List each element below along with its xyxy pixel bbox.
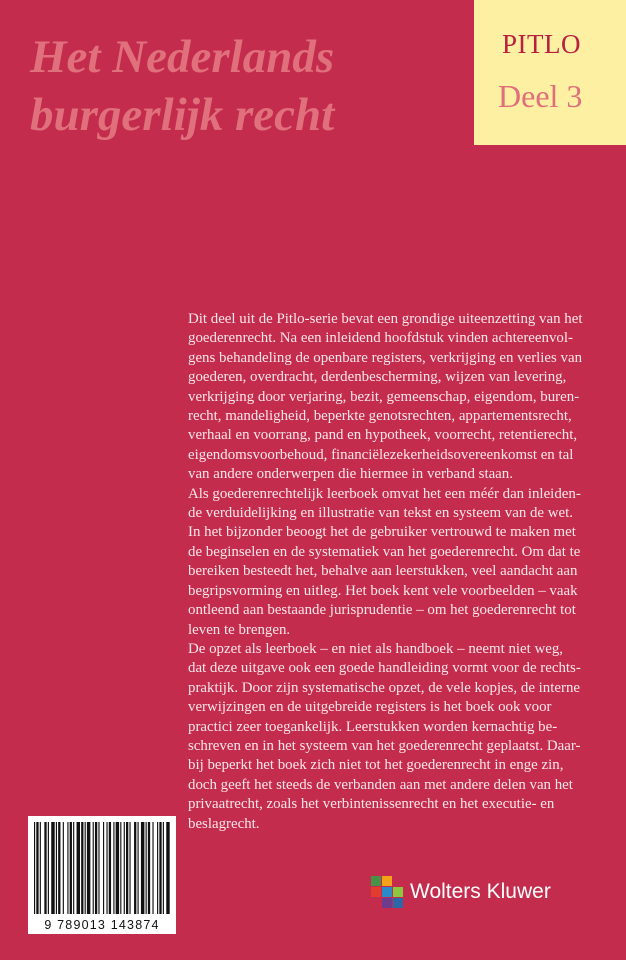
barcode-bar <box>40 822 41 914</box>
publisher-logo <box>370 872 551 912</box>
barcode-bar <box>159 822 161 914</box>
barcode-bar <box>87 822 90 914</box>
blurb-paragraph-1 <box>188 310 588 485</box>
barcode-bar <box>56 822 57 914</box>
book-title <box>30 28 334 144</box>
barcode-bar <box>106 822 107 914</box>
barcode-bar <box>95 822 97 914</box>
blurb-line: privaatrecht, zoals het verbintenissenrecht en het executie- en <box>188 796 555 813</box>
blurb-line: verwijzingen en de uitgebreide registers is het boek ook voor <box>188 699 552 716</box>
isbn-number: 9 789013 143874 <box>44 918 160 932</box>
blurb-line: de beginselen en de systematiek van het goederenrecht. Om dat te <box>188 543 581 560</box>
blurb-line: bij beperkt het boek zich niet tot het goederenrecht in enge zin, <box>188 757 564 774</box>
blurb-line: praktijk. Door zijn systematische opzet, de vele kopjes, de interne <box>188 679 580 696</box>
blurb-line: goederenrecht. Na een inleidend hoofdstuk vinden achtereenvol- <box>188 330 573 347</box>
blurb-line: beslagrecht. <box>188 815 260 832</box>
blurb-line: bereiken besteedt het, behalve aan leerstukken, veel aandacht aan <box>188 563 578 580</box>
blurb-line: verkrijging door verjaring, bezit, gemeenschap, eigendom, buren- <box>188 388 580 405</box>
barcode-bar <box>166 822 169 914</box>
blurb-line: Dit deel uit de Pitlo-serie bevat een grondige uiteenzetting van het <box>188 311 583 327</box>
barcode-bar <box>73 822 74 914</box>
blurb-line: leven te brengen. <box>188 621 291 638</box>
barcode-bar <box>103 822 104 914</box>
title-line-2: burgerlijk recht <box>30 89 335 141</box>
isbn-barcode <box>28 816 176 934</box>
series-label-box <box>474 0 626 145</box>
barcode-bar <box>34 822 35 914</box>
barcode-bar <box>134 822 136 914</box>
barcode-bar <box>148 822 150 914</box>
barcode-bar <box>152 822 153 914</box>
barcode-bar <box>129 822 130 914</box>
title-line-1: Het Nederlands <box>30 31 335 83</box>
blurb-line: In het bijzonder beoogt het de gebruiker vertrouwd te maken met <box>188 524 576 541</box>
barcode-bar <box>67 822 68 914</box>
barcode-bar <box>98 822 99 914</box>
barcode-bar <box>120 822 121 914</box>
barcode-bar <box>138 822 139 914</box>
barcode-bar <box>44 822 46 914</box>
blurb-paragraph-3 <box>188 640 588 834</box>
barcode-bar <box>51 822 54 914</box>
barcode-bar <box>141 822 144 914</box>
back-cover-blurb <box>188 310 588 834</box>
blurb-line: begripsvorming en uitleg. Het boek kent vele voorbeelden – vaak <box>188 582 578 599</box>
blurb-line: dat deze uitgave ook een goede handleiding vormt voor de rechts- <box>188 660 581 677</box>
series-part: Deel 3 <box>498 78 583 114</box>
barcode-bar <box>70 822 72 914</box>
barcode-bar <box>85 822 86 914</box>
blurb-line: practici zeer toegankelijk. Leerstukken worden kernachtig be- <box>188 718 558 735</box>
blurb-line: De opzet als leerboek – en niet als handboek – neemt niet weg, <box>188 640 564 657</box>
barcode-bar <box>124 822 125 914</box>
barcode-bar <box>93 822 94 914</box>
barcode-bar <box>36 822 38 914</box>
blurb-line: de verduidelijking en illustratie van tekst en systeem van de wet. <box>188 505 573 522</box>
blurb-line: schreven en in het systeem van het goederenrecht geplaatst. Daar- <box>188 737 581 754</box>
barcode-bar <box>77 822 80 914</box>
blurb-line: goederen, overdracht, derdenbescherming, wijzen van levering, <box>188 369 567 386</box>
blurb-line: doch geeft het steeds de verbanden aan met andere delen van het <box>188 776 573 793</box>
barcode-bar <box>146 822 147 914</box>
barcode-bar <box>116 822 119 914</box>
barcode-bar <box>126 822 128 914</box>
blurb-line: gens behandeling de openbare registers, verkrijging en verlies van <box>188 349 583 366</box>
blurb-line: verhaal en voorrang, pand en hypotheek, voorrecht, retentierecht, <box>188 427 578 444</box>
blurb-line: recht, mandeligheid, beperkte genotsrechten, appartementsrecht, <box>188 408 572 425</box>
blurb-line: van andere onderwerpen die hiermee in verband staan. <box>188 466 513 483</box>
blurb-line: Als goederenrechtelijk leerboek omvat het een méér dan inleiden- <box>188 485 581 502</box>
barcode-bar <box>113 822 114 914</box>
blurb-paragraph-2 <box>188 485 588 640</box>
barcode-bar <box>157 822 158 914</box>
blurb-line: eigendomsvoorbehoud, financiëlezekerheidsovereenkomst en tal <box>188 446 574 463</box>
publisher-name: Wolters Kluwer <box>410 880 551 903</box>
blurb-line: ontleend aan bestaande jurisprudentie – om het goederenrecht tot <box>188 602 576 619</box>
wolters-kluwer-logo-icon <box>370 875 404 909</box>
barcode-bar <box>81 822 83 914</box>
barcode-bars <box>34 822 170 914</box>
barcode-bar <box>48 822 49 914</box>
barcode-bar <box>109 822 111 914</box>
barcode-bar <box>63 822 64 914</box>
series-name: PITLO <box>502 29 581 59</box>
barcode-bar <box>163 822 164 914</box>
barcode-bar <box>58 822 60 914</box>
